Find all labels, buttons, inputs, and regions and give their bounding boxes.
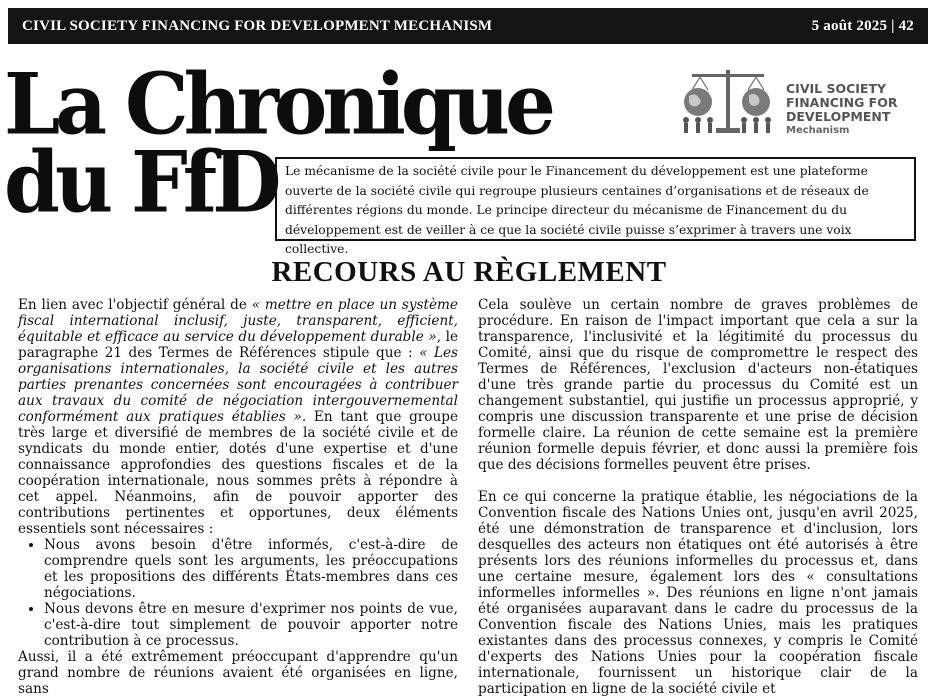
- scales-globes-icon: [676, 68, 780, 138]
- quote-paragraph-21: « Les organisations internationales, la société civile et les autres parties prenantes concernées sont encouragées à contribuer aux travaux du comité de négociation intergouvernemental conformément aux pratiques établies »: [18, 345, 459, 425]
- article-title: RECOURS AU RÈGLEMENT: [271, 256, 667, 288]
- logo-line-3: DEVELOPMENT: [786, 109, 891, 124]
- list-item: • Nous avons besoin d'être informés, c'est-à-dire de comprendre quels sont les arguments, les préoccupations et les propositions des différents États-membres dans ces négociations.: [44, 537, 458, 601]
- publication-name: CIVIL SOCIETY FINANCING FOR DEVELOPMENT MECHANISM: [22, 17, 493, 34]
- right-paragraph-1: Cela soulève un certain nombre de graves problèmes de procédure. En raison de l'impact important que cela a sur la transparence, l'inclusivité et la légitimité du processus du Comité, ainsi que du risque de compromettre le respect des Termes de Références, l'exclusion d'acteurs non-étatiques d'une très grande partie du processus du Comité est un changement substantiel, qui justifie un processus approprié, y compris une discussion transparente et une prise de décision formelle claire. La réunion de cette semaine est la première réunion formelle depuis février, et donc aussi la première fois que des décisions formelles peuvent être prises.: [478, 297, 918, 473]
- article-column-right: [478, 297, 918, 697]
- requirements-list: [18, 537, 458, 649]
- logo-line-2: FINANCING FOR: [786, 95, 898, 110]
- issue-date-number: 5 août 2025 | 42: [811, 17, 914, 34]
- quote-objective: « mettre en place un système fiscal international inclusif, juste, transparent, efficient, équitable et efficace au service du développement durable »: [18, 297, 458, 345]
- intro-box: Le mécanisme de la société civile pour le Financement du développement est une plateforme ouverte de la société civile qui regroupe plusieurs centaines d’organisations et de réseaux de différentes régions du monde. Le principe directeur du mécanisme de Financement du du développement est de veiller à ce que la société civile puisse s’exprimer à travers une voix collective.: [275, 157, 916, 241]
- text-run: . En tant que groupe très large et diversifié de membres de la société civile et de syndicats du monde entier, dotés d'une expertise et d'une connaissance approfondies des questions fiscales et de la coopération internationale, nous sommes prêts à répondre à cet appel. Néanmoins, afin de pouvoir apporter des contributions pertinentes et opportunes, deux éléments essentiels sont nécessaires :: [18, 409, 458, 537]
- top-banner: [8, 8, 928, 44]
- text-run: , le paragraphe 21 des Termes de Références stipule que :: [18, 329, 458, 361]
- logo-line-4: Mechanism: [786, 125, 850, 136]
- masthead-line-1: La Chronique: [4, 54, 551, 154]
- list-item: • Nous devons être en mesure d'exprimer nos points de vue, c'est-à-dire tout simplement de pouvoir apporter notre contribution à ce processus.: [44, 601, 458, 649]
- left-paragraph-1: [18, 297, 458, 537]
- left-paragraph-2: Aussi, il a été extrêmement préoccupant d'apprendre qu'un grand nombre de réunions avaient été organisées en ligne, sans: [18, 649, 458, 697]
- cs-ffd-logo: [676, 68, 926, 138]
- right-paragraph-2: En ce qui concerne la pratique établie, les négociations de la Convention fiscale des Nations Unies ont, jusqu'en avril 2025, été une démonstration de transparence et d'inclusion, lors desquelles des acteurs non étatiques ont été autorisés à être présents lors des réunions informelles du processus et, dans une certaine mesure, également lors des « consultations informelles informelles ». Des réunions en ligne n'ont jamais été organisées auparavant dans le cadre du processus de la Convention fiscale des Nations Unies, mais les pratiques existantes dans des processus connexes, y compris le Comité d'experts des Nations Unies pour la coopération fiscale internationale, fournissent un historique clair de la participation en ligne de la société civile et: [478, 489, 918, 697]
- masthead-line-2: du FfD: [4, 132, 277, 232]
- article-column-left: [18, 297, 458, 697]
- text-run: En lien avec l'objectif général de: [18, 297, 252, 313]
- logo-line-1: CIVIL SOCIETY: [786, 81, 887, 96]
- logo-wordmark: [786, 82, 897, 138]
